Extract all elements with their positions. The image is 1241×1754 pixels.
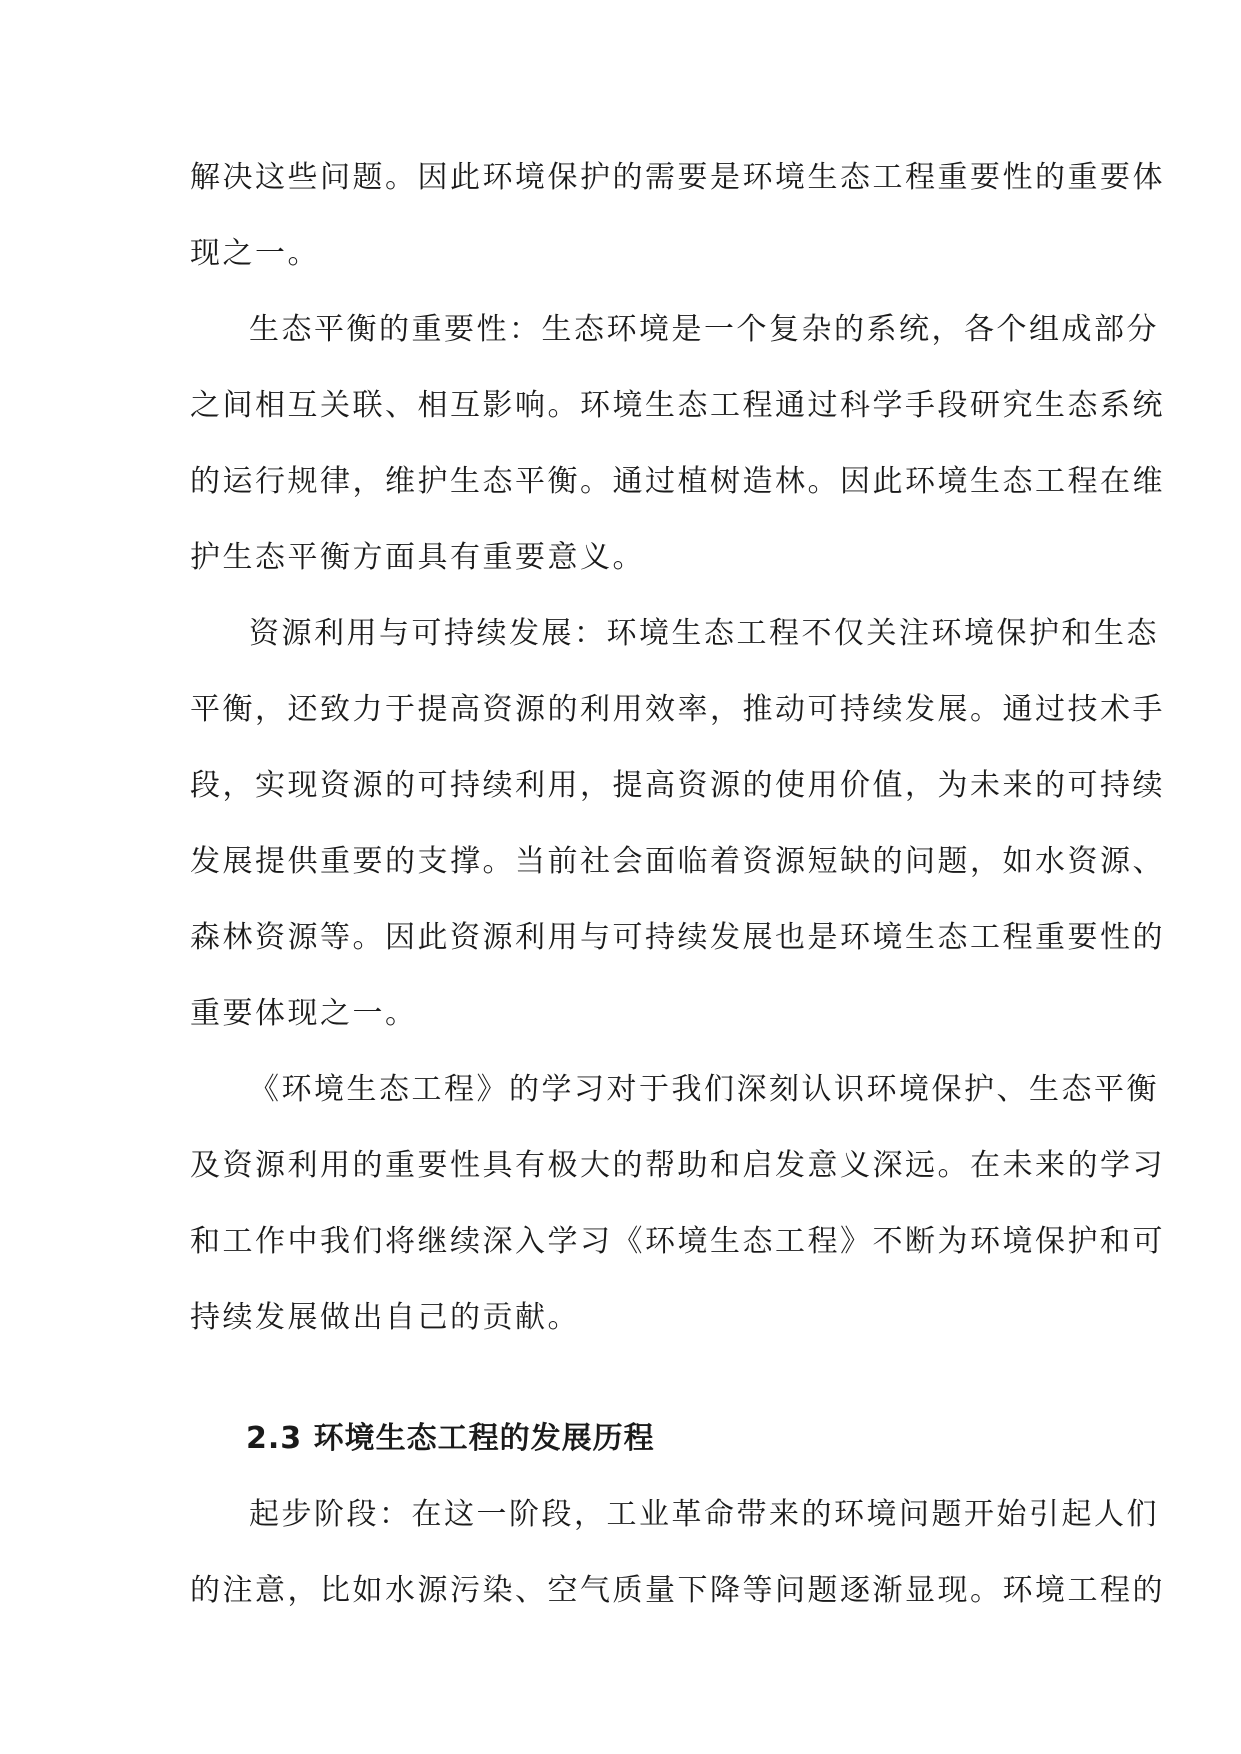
document-page bbox=[190, 140, 1165, 1629]
text-line: 发展提供重要的支撑。当前社会面临着资源短缺的问题，如水资源、 bbox=[190, 844, 1165, 879]
paragraph-start-line: 《环境生态工程》的学习对于我们深刻认识环境保护、生态平衡 bbox=[249, 1072, 1159, 1107]
text-line: 之间相互关联、相互影响。环境生态工程通过科学手段研究生态系统 bbox=[190, 388, 1165, 423]
text-line: 重要体现之一。 bbox=[190, 996, 418, 1031]
paragraph-start-line: 资源利用与可持续发展：环境生态工程不仅关注环境保护和生态 bbox=[249, 616, 1159, 651]
text-line: 现之一。 bbox=[190, 236, 320, 271]
paragraph-start-line: 起步阶段：在这一阶段，工业革命带来的环境问题开始引起人们 bbox=[249, 1497, 1159, 1532]
paragraph-start-line: 生态平衡的重要性：生态环境是一个复杂的系统，各个组成部分 bbox=[249, 312, 1159, 347]
text-line: 的注意，比如水源污染、空气质量下降等问题逐渐显现。环境工程的 bbox=[190, 1573, 1165, 1608]
text-line: 森林资源等。因此资源利用与可持续发展也是环境生态工程重要性的 bbox=[190, 920, 1165, 955]
text-line: 护生态平衡方面具有重要意义。 bbox=[190, 540, 645, 575]
text-line: 的运行规律，维护生态平衡。通过植树造林。因此环境生态工程在维 bbox=[190, 464, 1165, 499]
text-line: 平衡，还致力于提高资源的利用效率，推动可持续发展。通过技术手 bbox=[190, 692, 1165, 727]
text-line: 持续发展做出自己的贡献。 bbox=[190, 1300, 580, 1335]
text-line: 和工作中我们将继续深入学习《环境生态工程》不断为环境保护和可 bbox=[190, 1224, 1165, 1259]
section-heading: 2.3 环境生态工程的发展历程 bbox=[246, 1421, 655, 1456]
text-line: 段，实现资源的可持续利用，提高资源的使用价值，为未来的可持续 bbox=[190, 768, 1165, 803]
text-line: 及资源利用的重要性具有极大的帮助和启发意义深远。在未来的学习 bbox=[190, 1148, 1165, 1183]
text-line: 解决这些问题。因此环境保护的需要是环境生态工程重要性的重要体 bbox=[190, 160, 1165, 195]
